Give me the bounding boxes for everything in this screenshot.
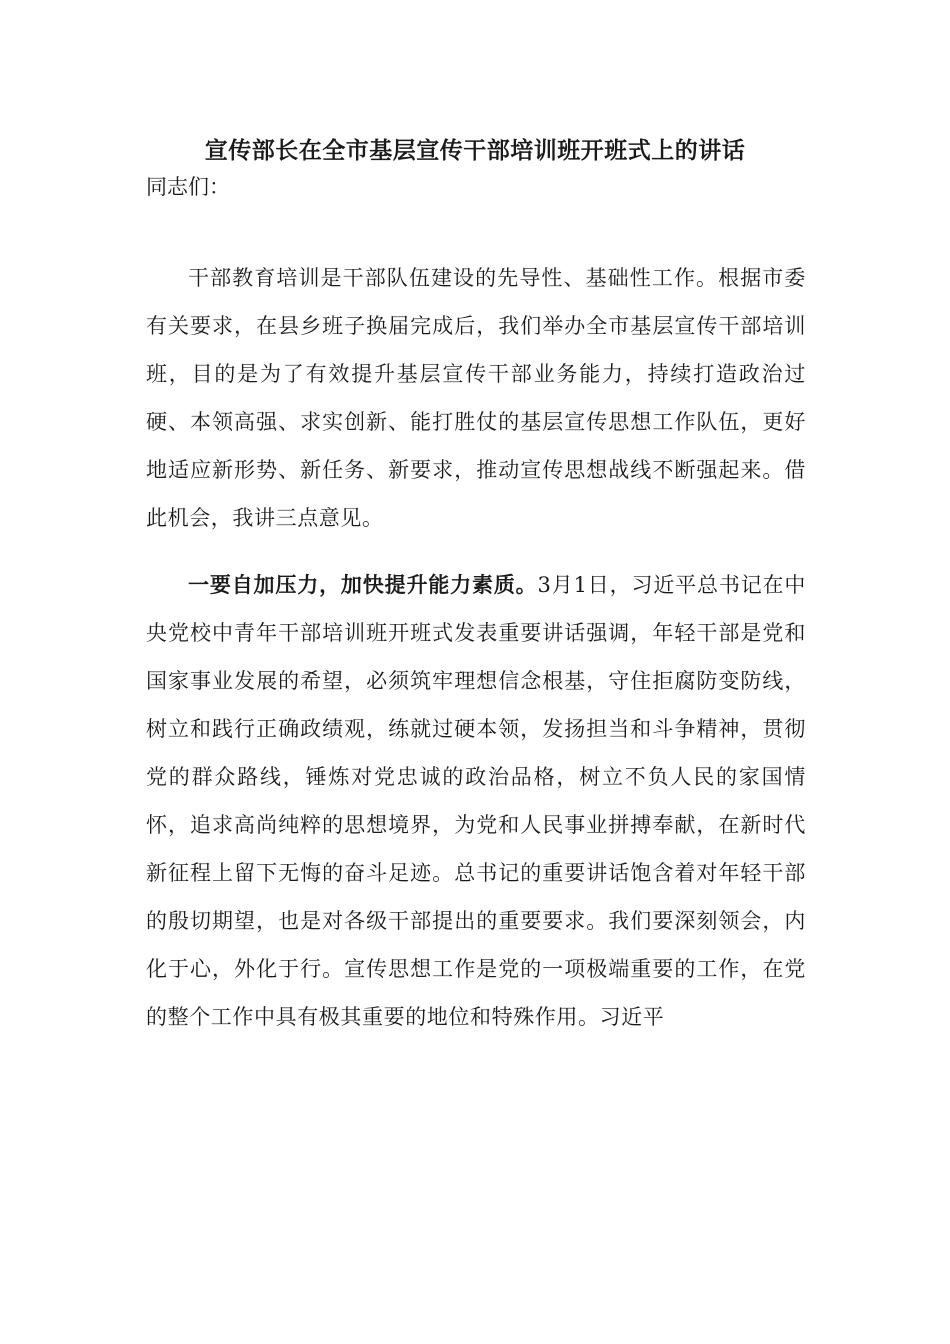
paragraph-point-one-heading: 一要自加压力，加快提升能力素质。	[188, 572, 538, 597]
document-title: 宣传部长在全市基层宣传干部培训班开班式上的讲话	[204, 137, 746, 164]
salutation: 同志们：	[146, 175, 230, 199]
paragraph-point-one-text: 3月1日，习近平总书记在中央党校中青年干部培训班开班式发表重要讲话强调，年轻干部是党和国家事业发展的希望，必须筑牢理想信念根基，守住拒腐防变防线，树立和践行正确政绩观，练就过硬本领，发扬担当和斗争精神，贯彻党的群众路线，锤炼对党忠诚的政治品格，树立不负人民的家国情怀，追求高尚纯粹的思想境界，为党和人民事业拼搏奉献，在新时代新征程上留下无悔的奋斗足迹。总书记的重要讲话饱含着对年轻干部的殷切期望，也是对各级干部提出的重要要求。我们要深刻领会，内化于心，外化于行。宣传思想工作是党的一项极端重要的工作，在党的整个工作中具有极其重要的地位和特殊作用。习近平	[146, 573, 806, 1029]
paragraph-intro-text: 干部教育培训是干部队伍建设的先导性、基础性工作。根据市委有关要求，在县乡班子换届完成后，我们举办全市基层宣传干部培训班，目的是为了有效提升基层宣传干部业务能力，持续打造政治过硬、本领高强、求实创新、能打胜仗的基层宣传思想工作队伍，更好地适应新形势、新任务、新要求，推动宣传思想战线不断强起来。借此机会，我讲三点意见。	[146, 266, 806, 530]
paragraph-intro	[146, 254, 806, 542]
paragraph-point-one	[146, 561, 806, 1041]
